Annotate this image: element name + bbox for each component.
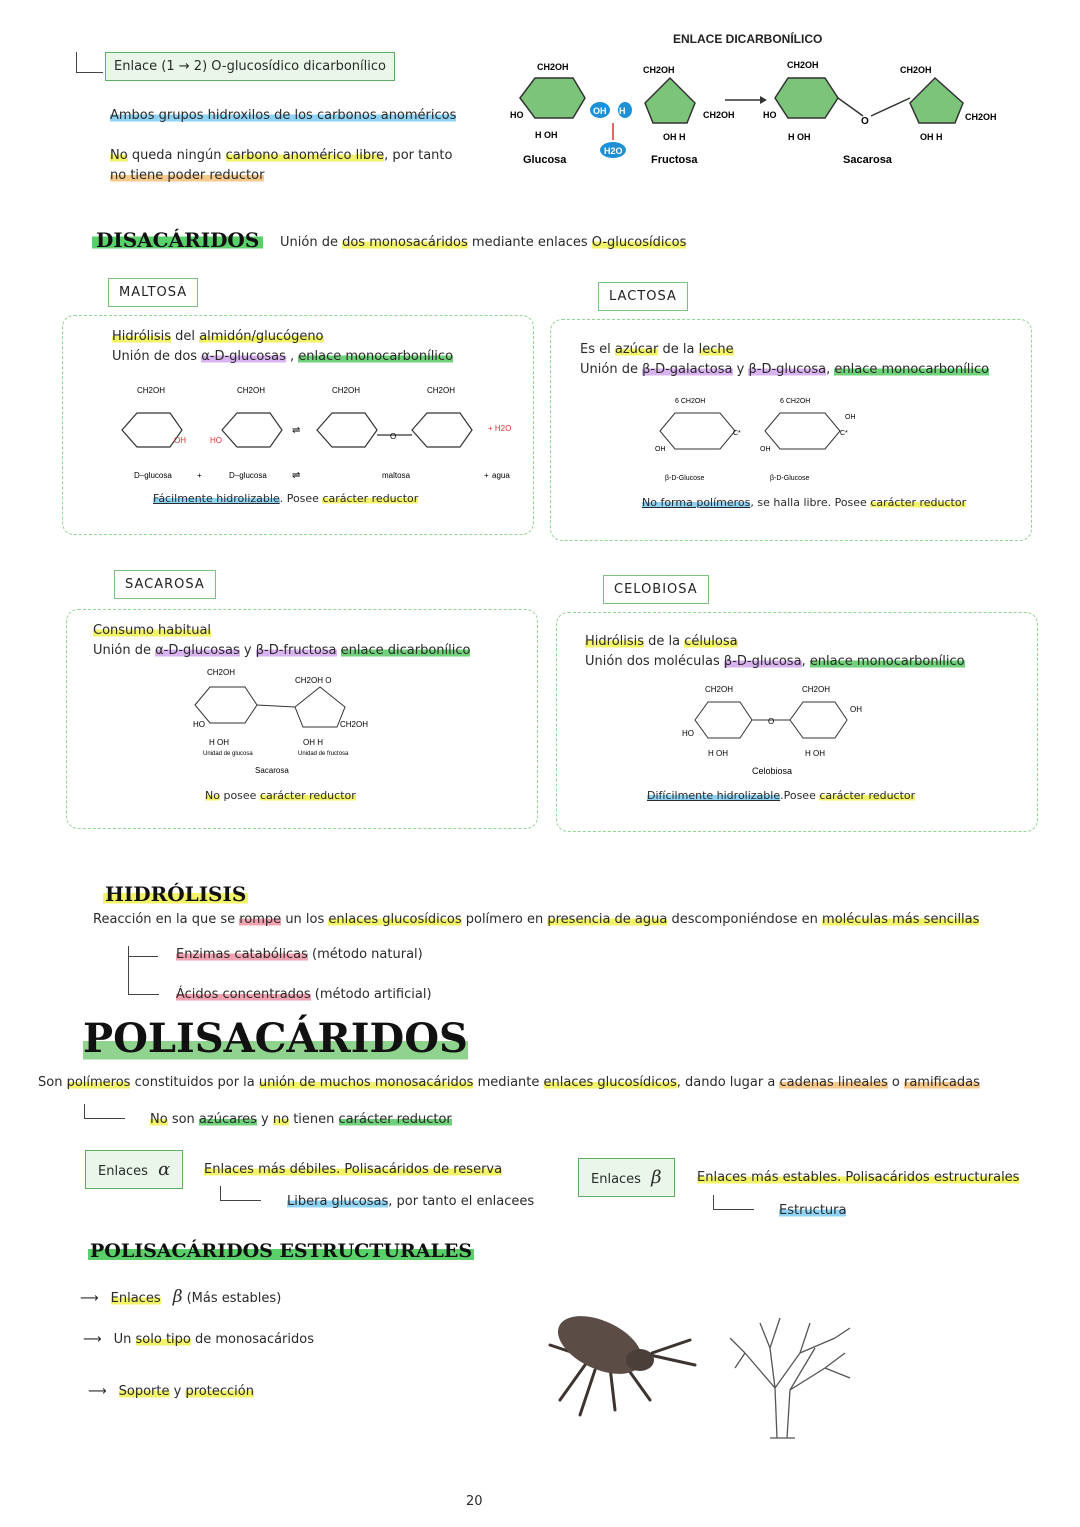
maltosa-tag: MALTOSA	[108, 278, 198, 307]
estructurales-item3: ⟶ Soporte y protección	[88, 1384, 254, 1399]
lactosa-label-2: β-D-Glucose	[770, 475, 810, 482]
sacarosa-unit-fru: Unidad de fructosa	[298, 751, 349, 757]
svg-text:HO: HO	[193, 720, 205, 729]
svg-text:+ H2O: + H2O	[488, 424, 512, 433]
label-glucosa: Glucosa	[523, 154, 567, 166]
svg-text:CH2OH: CH2OH	[537, 62, 569, 72]
svg-text:CH2OH: CH2OH	[340, 720, 369, 729]
hidrolisis-header	[103, 882, 248, 906]
svg-text:H2O: H2O	[604, 146, 623, 156]
enlaces-beta-desc: Enlaces más estables. Polisacáridos estructurales	[697, 1170, 1020, 1185]
sacarosa-fig-name: Sacarosa	[255, 766, 289, 775]
sacarosa-glucose-ring	[775, 78, 838, 118]
svg-text:O: O	[768, 717, 775, 726]
svg-text:H OH: H OH	[788, 132, 811, 142]
svg-text:OH H: OH H	[303, 738, 323, 747]
hidrolisis-desc: Reacción en la que se rompe un los enlaces glucosídicos polímero en presencia de agua descomponiéndose en moléculas más sencillas	[93, 912, 980, 927]
beta-symbol: β	[651, 1167, 662, 1188]
page-number: 20	[466, 1494, 483, 1509]
svg-text:C*: C*	[733, 430, 741, 437]
svg-text:HO: HO	[763, 110, 777, 120]
svg-text:CH2OH: CH2OH	[703, 110, 735, 120]
estructurales-header	[88, 1240, 474, 1262]
svg-text:CH2OH: CH2OH	[900, 65, 932, 75]
svg-text:HO: HO	[510, 110, 524, 120]
beta-bracket	[713, 1195, 754, 1210]
celobiosa-line1: Hidrólisis de la célulosa	[585, 634, 738, 649]
arrow-icon: ⟶	[80, 1291, 99, 1306]
enlace-12-line3: no tiene poder reductor	[110, 168, 265, 183]
alpha-bracket	[220, 1186, 261, 1201]
maltosa-line1: Hidrólisis del almidón/glucógeno	[112, 329, 324, 344]
maltosa-structure	[112, 385, 522, 485]
svg-text:HO: HO	[210, 436, 222, 445]
svg-text:H OH: H OH	[708, 749, 728, 758]
svg-text:CH2OH: CH2OH	[207, 668, 236, 677]
enlace-12-line1: Ambos grupos hidroxilos de los carbonos anoméricos	[110, 108, 457, 123]
svg-text:H OH: H OH	[209, 738, 229, 747]
svg-text:OH: OH	[174, 436, 186, 445]
celobiosa-tag: CELOBIOSA	[603, 575, 709, 604]
lactosa-label-1: β-D-Glucose	[665, 475, 705, 482]
svg-text:CH2OH: CH2OH	[965, 112, 997, 122]
svg-text:OH: OH	[760, 446, 771, 453]
lactosa-line1: Es el azúcar de la leche	[580, 342, 734, 357]
sacarosa-unit-glc: Unidad de glucosa	[203, 751, 253, 757]
svg-text:CH2OH: CH2OH	[332, 386, 361, 395]
celobiosa-structure	[680, 680, 880, 780]
svg-text:OH: OH	[845, 414, 856, 421]
polisacaridos-header	[83, 1015, 468, 1062]
enlaces-alpha-desc: Enlaces más débiles. Polisacáridos de reserva	[204, 1162, 503, 1177]
celobiosa-fig-name: Celobiosa	[752, 766, 793, 776]
bracket-line	[76, 52, 103, 73]
svg-text:CH2OH: CH2OH	[802, 685, 831, 694]
svg-text:H: H	[619, 106, 626, 116]
estructurales-item1: ⟶ Enlaces β (Más estables)	[80, 1287, 282, 1307]
lactosa-line2: Unión de β-D-galactosa y β-D-glucosa, enlace monocarbonílico	[580, 362, 990, 377]
svg-text:HO: HO	[682, 729, 694, 738]
svg-text:H OH: H OH	[535, 130, 558, 140]
enlace-12-line2: No queda ningún carbono anomérico libre, por tanto	[110, 148, 453, 163]
svg-text:+: +	[484, 471, 489, 480]
fructosa-ring	[645, 78, 695, 123]
svg-text:OH H: OH H	[920, 132, 943, 142]
sacarosa-tag: SACAROSA	[114, 570, 216, 599]
celobiosa-line2: Unión dos moléculas β-D-glucosa, enlace monocarbonílico	[585, 654, 965, 669]
alpha-symbol: α	[158, 1159, 171, 1180]
disacaridos-title: DISACÁRIDOS	[92, 228, 263, 252]
svg-text:O: O	[390, 432, 397, 441]
svg-text:OH: OH	[850, 705, 862, 714]
svg-text:CH2OH O: CH2OH O	[295, 676, 332, 685]
svg-text:CH2OH: CH2OH	[705, 685, 734, 694]
label-sacarosa: Sacarosa	[843, 154, 892, 166]
svg-text:⇌: ⇌	[292, 470, 301, 481]
svg-text:OH: OH	[655, 446, 666, 453]
lactosa-tag: LACTOSA	[598, 282, 688, 311]
hidrolisis-branch	[128, 956, 158, 957]
svg-text:+: +	[197, 471, 202, 480]
svg-text:OH H: OH H	[663, 132, 686, 142]
svg-text:H OH: H OH	[805, 749, 825, 758]
sacarosa-line1: Consumo habitual	[93, 623, 212, 638]
arrow-icon: ⟶	[83, 1332, 102, 1347]
polisacaridos-desc: Son polímeros constituidos por la unión de muchos monosacáridos mediante enlaces glucosídicos, dando lugar a cadenas lineales o ramificadas	[38, 1075, 980, 1090]
svg-text:CH2OH: CH2OH	[643, 65, 675, 75]
svg-text:6 CH2OH: 6 CH2OH	[675, 398, 706, 405]
enlaces-beta-box: Enlaces β	[578, 1158, 675, 1197]
polisacaridos-sub: No son azúcares y no tienen carácter reductor	[150, 1112, 452, 1127]
sacarosa-structure	[185, 665, 385, 780]
svg-text:CH2OH: CH2OH	[787, 60, 819, 70]
estructurales-title: POLISACÁRIDOS ESTRUCTURALES	[90, 1240, 473, 1262]
svg-text:CH2OH: CH2OH	[137, 386, 166, 395]
tree-illustration	[715, 1308, 860, 1443]
maltosa-label-glc1: D–glucosa	[134, 471, 172, 480]
lactosa-structure	[645, 393, 865, 488]
enlaces-beta-sub: Estructura	[779, 1203, 847, 1218]
celobiosa-footer: Difícilmente hidrolizable.Posee carácter reductor	[647, 789, 916, 802]
enlace-12-label: Enlace (1 → 2) O-glucosídico dicarbonílico	[114, 59, 386, 74]
arrow-icon: ⟶	[88, 1384, 107, 1399]
enlaces-alpha-sub: Libera glucosas, por tanto el enlacees	[287, 1194, 535, 1209]
sacarosa-footer: No posee carácter reductor	[205, 789, 356, 802]
hidrolisis-b2: Ácidos concentrados (método artificial)	[176, 987, 432, 1002]
svg-text:6 CH2OH: 6 CH2OH	[780, 398, 811, 405]
enlace-12-box	[105, 52, 395, 81]
hidrolisis-title: HIDRÓLISIS	[105, 882, 247, 906]
label-fructosa: Fructosa	[651, 154, 698, 166]
svg-text:OH: OH	[593, 106, 607, 116]
glucosa-ring	[520, 78, 585, 118]
sacarosa-line2: Unión de α-D-glucosas y β-D-fructosa enlace dicarbonílico	[93, 643, 471, 658]
hidrolisis-bracket	[128, 946, 159, 995]
svg-text:CH2OH: CH2OH	[427, 386, 456, 395]
diagram-title: ENLACE DICARBONÍLICO	[673, 32, 823, 46]
maltosa-label-agua: agua	[492, 471, 510, 480]
enlace-dicarbonilico-diagram	[505, 28, 1005, 173]
polisacaridos-bracket	[84, 1104, 125, 1119]
svg-text:⇌: ⇌	[292, 425, 301, 436]
maltosa-line2: Unión de dos α-D-glucosas , enlace monocarbonílico	[112, 349, 454, 364]
svg-text:CH2OH: CH2OH	[237, 386, 266, 395]
hidrolisis-b1: Enzimas catabólicas (método natural)	[176, 947, 423, 962]
sacarosa-fructose-ring	[910, 78, 963, 123]
disacaridos-desc: Unión de dos monosacáridos mediante enlaces O-glucosídicos	[280, 235, 687, 250]
maltosa-label-glc2: D–glucosa	[229, 471, 267, 480]
svg-text:O: O	[861, 116, 869, 127]
maltosa-label-maltosa: maltosa	[382, 471, 411, 480]
estructurales-item2: ⟶ Un solo tipo de monosacáridos	[83, 1332, 314, 1347]
insect-illustration	[540, 1305, 700, 1425]
enlaces-alpha-box: Enlaces α	[85, 1150, 183, 1189]
svg-text:C*: C*	[840, 430, 848, 437]
disacaridos-header	[92, 228, 263, 252]
maltosa-footer: Fácilmente hidrolizable. Posee carácter reductor	[153, 492, 419, 505]
lactosa-footer: No forma polímeros, se halla libre. Posee carácter reductor	[642, 496, 967, 509]
polisacaridos-title: POLISACÁRIDOS	[83, 1015, 468, 1062]
